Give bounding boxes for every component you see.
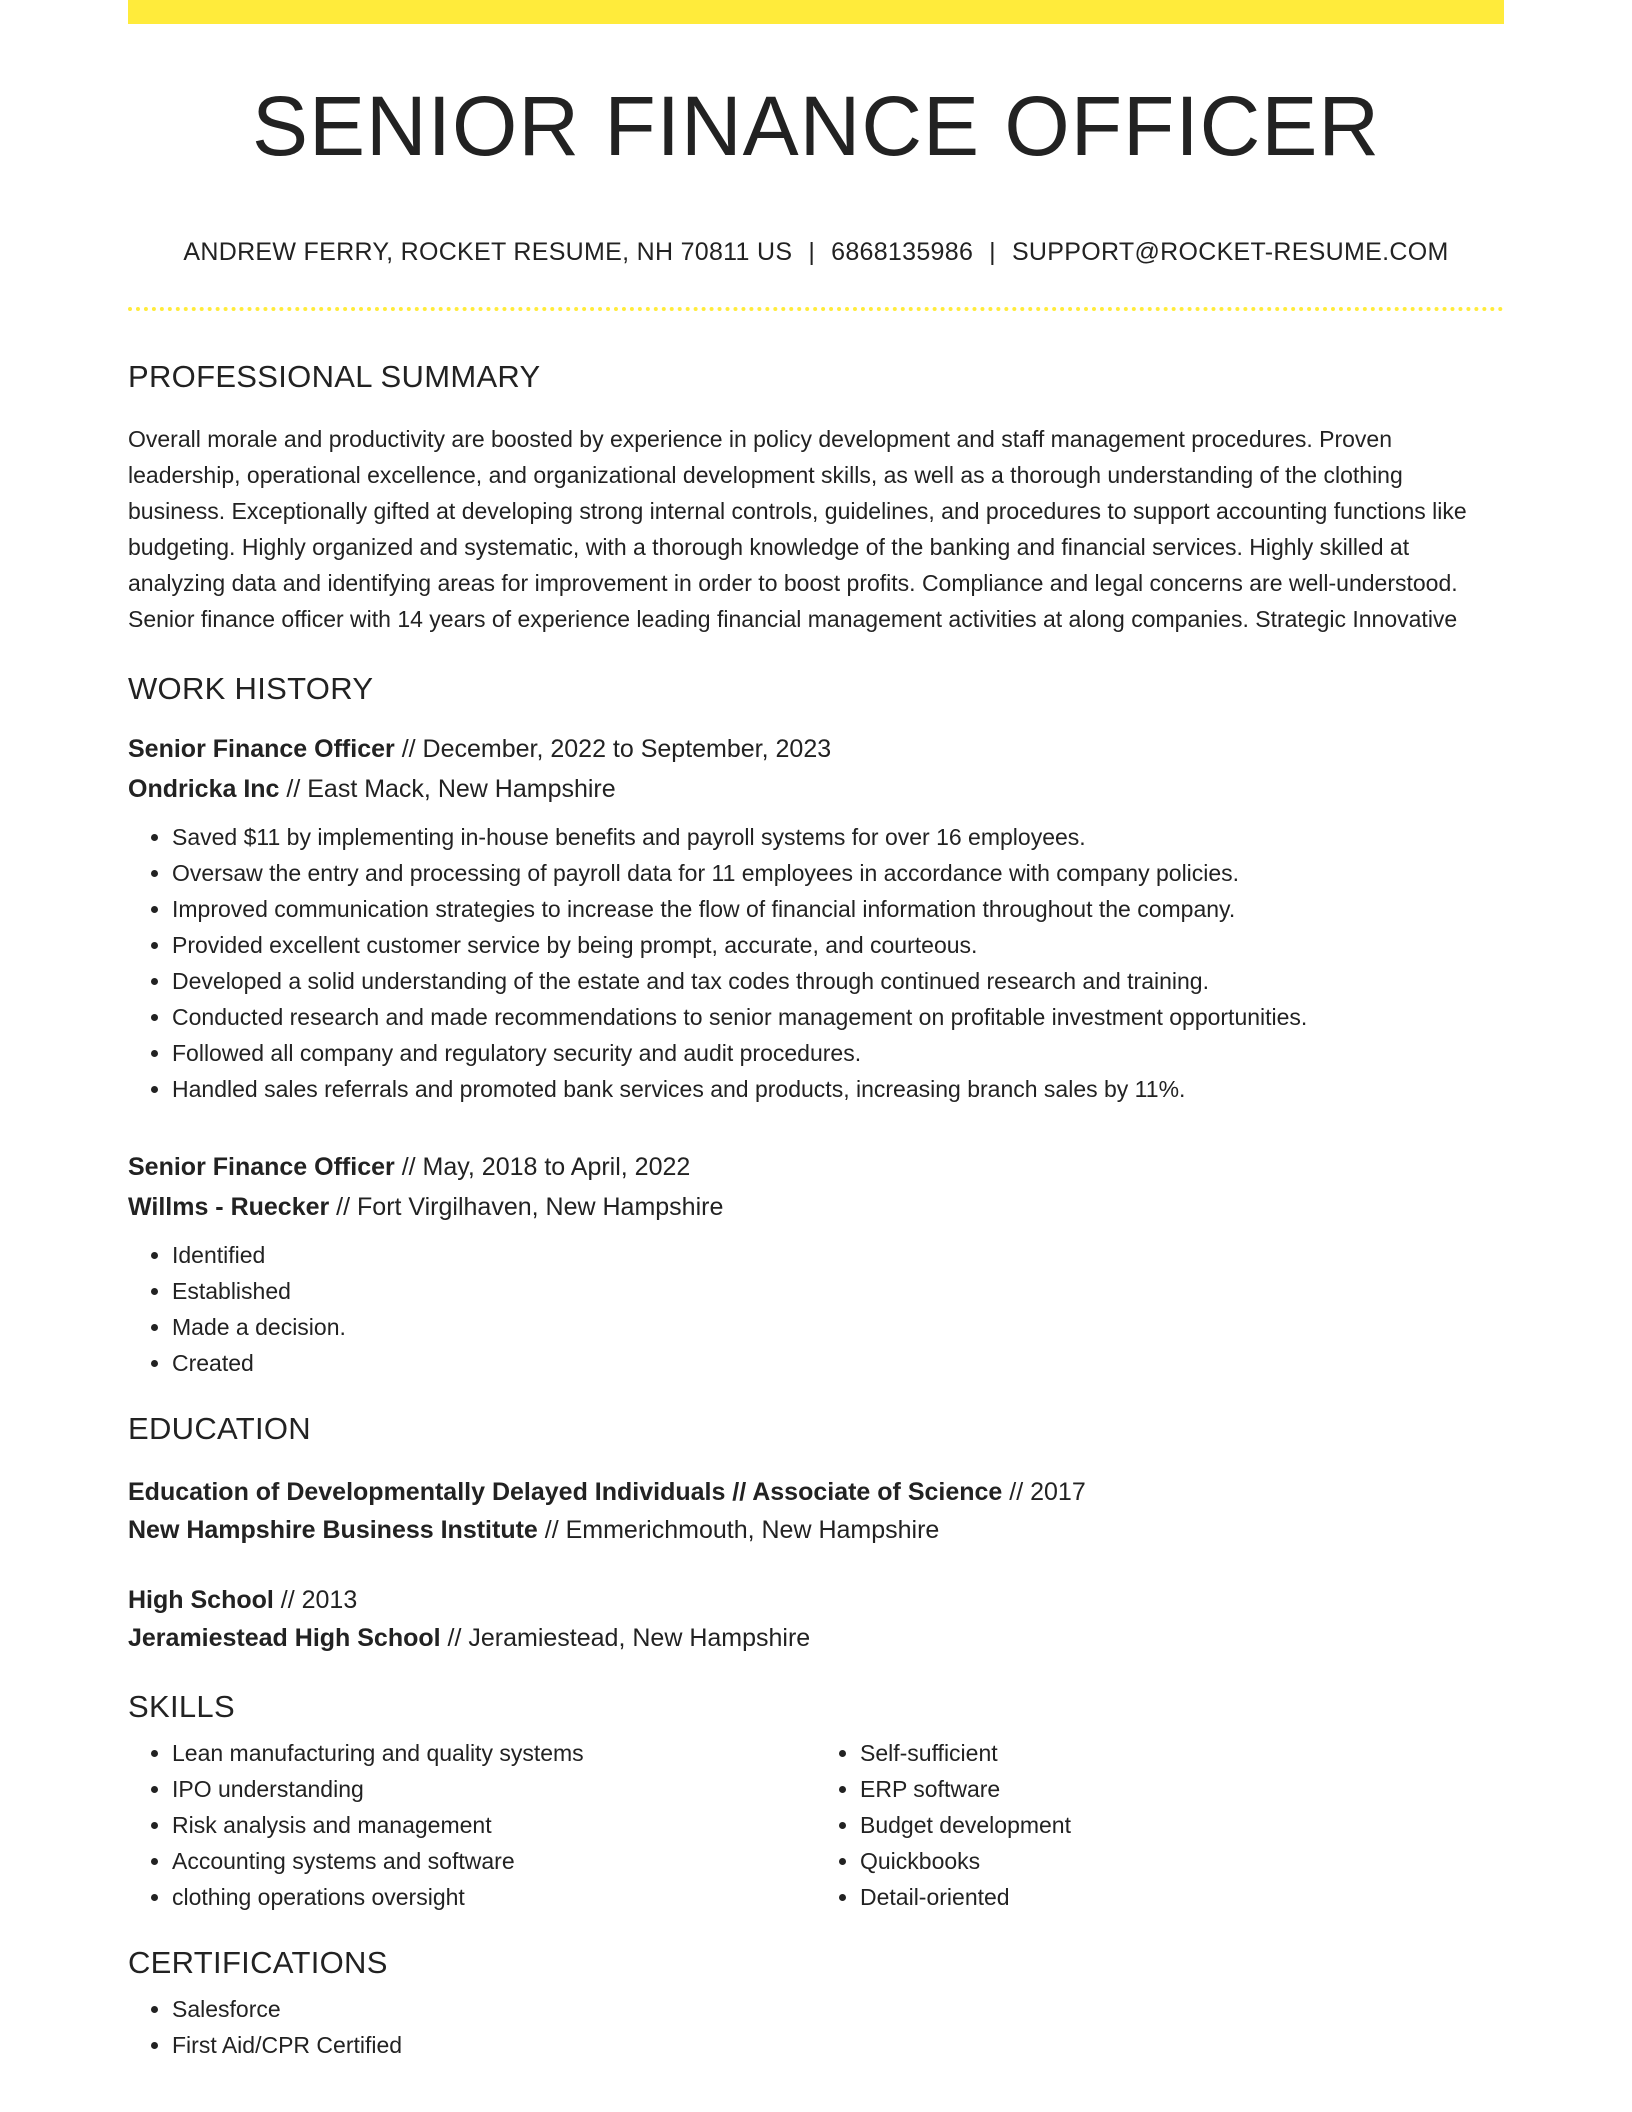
job-company: Willms - Ruecker <box>128 1193 330 1221</box>
skills-columns <box>128 1735 1504 1915</box>
list-item: • Lean manufacturing and quality systems <box>172 1735 816 1771</box>
contact-email[interactable]: SUPPORT@ROCKET-RESUME.COM <box>1011 238 1449 266</box>
job-bullets <box>128 819 1504 1107</box>
list-item: • Established <box>172 1273 1504 1309</box>
list-item: • Risk analysis and management <box>172 1807 816 1843</box>
job-bullets <box>128 1237 1504 1381</box>
job-entry <box>128 1147 1504 1381</box>
resume-title: SENIOR FINANCE OFFICER <box>251 79 1381 173</box>
list-item: • Self-sufficient <box>860 1735 1504 1771</box>
education-school-line <box>128 1511 1504 1549</box>
list-item: • Quickbooks <box>860 1843 1504 1879</box>
list-item: • Improved communication strategies to increase the flow of financial information throughout the company. <box>172 891 1504 927</box>
education-location: // Jeramiestead, New Hampshire <box>440 1624 811 1652</box>
contact-separator: | <box>989 238 996 266</box>
list-item: • Oversaw the entry and processing of payroll data for 11 employees in accordance with company policies. <box>172 855 1504 891</box>
list-item: • Made a decision. <box>172 1309 1504 1345</box>
job-dates: // December, 2022 to September, 2023 <box>394 735 832 763</box>
work-history-heading: WORK HISTORY <box>128 671 374 706</box>
education-heading: EDUCATION <box>128 1411 311 1446</box>
education-degree-line <box>128 1473 1504 1511</box>
list-item: • Developed a solid understanding of the estate and tax codes through continued research and training. <box>172 963 1504 999</box>
accent-top-bar <box>128 0 1504 24</box>
certifications-heading: CERTIFICATIONS <box>128 1945 388 1980</box>
list-item: • Salesforce <box>172 1991 1504 2027</box>
education-location: // Emmerichmouth, New Hampshire <box>537 1516 940 1544</box>
education-school-line <box>128 1619 1504 1657</box>
job-dates: // May, 2018 to April, 2022 <box>394 1153 691 1181</box>
job-company-line <box>128 1187 1504 1227</box>
contact-line <box>128 238 1504 267</box>
job-location: // Fort Virgilhaven, New Hampshire <box>329 1193 724 1221</box>
summary-text: Overall morale and productivity are boosted by experience in policy development and staff management procedures. Proven leadership, operational excellence, and organizational development skills, as well as a thorough understanding of the clothing business. Exceptionally gifted at developing strong internal controls, guidelines, and procedures to support accounting functions like budgeting. Highly organized and systematic, with a thorough knowledge of the banking and financial services. Highly skilled at analyzing data and identifying areas for improvement in order to boost profits. Compliance and legal concerns are well-understood. Senior finance officer with 14 years of experience leading financial management activities at along companies. Strategic Innovative <box>128 426 1467 632</box>
education-degree: High School <box>128 1586 274 1614</box>
skills-heading: SKILLS <box>128 1689 235 1724</box>
resume-page <box>128 0 1504 2063</box>
list-item: • Identified <box>172 1237 1504 1273</box>
job-title-line <box>128 1147 1504 1187</box>
education-year: // 2017 <box>1002 1478 1086 1506</box>
list-item: • Budget development <box>860 1807 1504 1843</box>
education-degree-line <box>128 1581 1504 1619</box>
list-item: • Detail-oriented <box>860 1879 1504 1915</box>
dotted-divider <box>128 307 1504 311</box>
job-company-line <box>128 769 1504 809</box>
job-company: Ondricka Inc <box>128 775 280 803</box>
education-school: New Hampshire Business Institute <box>128 1516 538 1544</box>
list-item: • ERP software <box>860 1771 1504 1807</box>
contact-separator: | <box>808 238 816 266</box>
list-item: • Followed all company and regulatory security and audit procedures. <box>172 1035 1504 1071</box>
skills-list-right <box>816 1735 1504 1915</box>
certifications-list <box>128 1991 1504 2063</box>
skills-list-left <box>128 1735 816 1915</box>
education-entry <box>128 1473 1504 1549</box>
summary-heading: PROFESSIONAL SUMMARY <box>128 359 541 394</box>
list-item: • First Aid/CPR Certified <box>172 2027 1504 2063</box>
job-title-line <box>128 729 1504 769</box>
contact-phone: 6868135986 <box>831 238 974 266</box>
list-item: • IPO understanding <box>172 1771 816 1807</box>
job-title: Senior Finance Officer <box>128 735 395 763</box>
list-item: • Handled sales referrals and promoted bank services and products, increasing branch sales by 11%. <box>172 1071 1504 1107</box>
list-item: • Accounting systems and software <box>172 1843 816 1879</box>
job-location: // East Mack, New Hampshire <box>279 775 616 803</box>
education-school: Jeramiestead High School <box>128 1624 441 1652</box>
list-item: • Created <box>172 1345 1504 1381</box>
education-year: // 2013 <box>273 1586 358 1614</box>
list-item: • clothing operations oversight <box>172 1879 816 1915</box>
contact-address: ANDREW FERRY, ROCKET RESUME, NH 70811 US <box>183 238 793 266</box>
job-entry <box>128 729 1504 1107</box>
education-entry <box>128 1581 1504 1657</box>
list-item: • Provided excellent customer service by being prompt, accurate, and courteous. <box>172 927 1504 963</box>
list-item: • Saved $11 by implementing in-house benefits and payroll systems for over 16 employees. <box>172 819 1504 855</box>
education-degree: Education of Developmentally Delayed Individuals // Associate of Science <box>128 1478 1003 1506</box>
list-item: • Conducted research and made recommendations to senior management on profitable investment opportunities. <box>172 999 1504 1035</box>
job-title: Senior Finance Officer <box>128 1153 395 1181</box>
